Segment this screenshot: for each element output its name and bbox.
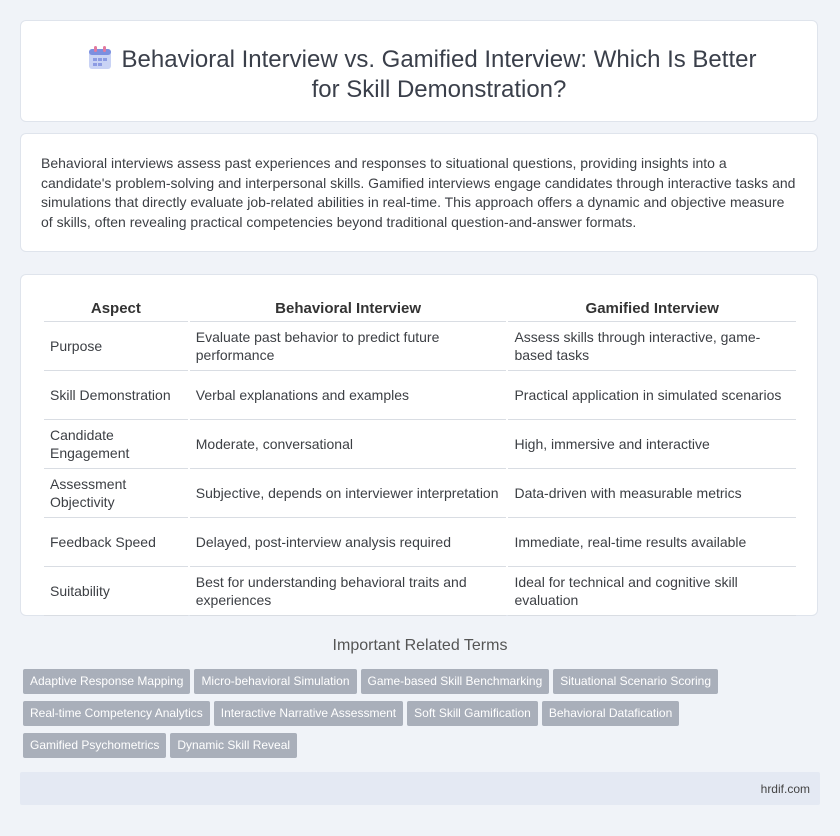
related-term-tag[interactable]: Situational Scenario Scoring [553, 669, 718, 694]
column-header-aspect: Aspect [44, 295, 188, 322]
table-cell-gamified: Ideal for technical and cognitive skill evaluation [508, 567, 796, 616]
table-row [44, 322, 796, 371]
table-cell-behavioral: Evaluate past behavior to predict future performance [190, 322, 507, 371]
column-header-behavioral: Behavioral Interview [190, 295, 507, 322]
related-term-tag[interactable]: Gamified Psychometrics [23, 733, 166, 758]
table-cell-behavioral: Verbal explanations and examples [190, 371, 507, 420]
table-cell-aspect: Feedback Speed [44, 518, 188, 567]
table-cell-aspect: Skill Demonstration [44, 371, 188, 420]
table-cell-behavioral: Moderate, conversational [190, 420, 507, 469]
table-cell-behavioral: Subjective, depends on interviewer interpretation [190, 469, 507, 518]
comparison-card [20, 274, 818, 616]
related-terms-heading: Important Related Terms [332, 637, 508, 654]
column-header-gamified: Gamified Interview [508, 295, 796, 322]
table-cell-aspect: Candidate Engagement [44, 420, 188, 469]
page-title: Behavioral Interview vs. Gamified Interview: Which Is Better for Skill Demonstration? [121, 46, 757, 103]
footer-site-link[interactable]: hrdif.com [760, 782, 810, 796]
table-cell-gamified: High, immersive and interactive [508, 420, 796, 469]
table-cell-behavioral: Best for understanding behavioral traits and experiences [190, 567, 507, 616]
related-term-tag[interactable]: Behavioral Datafication [542, 701, 679, 726]
table-row [44, 420, 796, 469]
intro-card [20, 133, 818, 252]
intro-paragraph: Behavioral interviews assess past experiences and responses to situational questions, providing insights into a candidate's problem-solving and interpersonal skills. Gamified interviews engage candidates through interactive tasks and simulations that directly evaluate job-related abilities in real-time. This approach offers a dynamic and objective measure of skills, often revealing practical competencies beyond traditional question-and-answer formats. [41, 155, 796, 230]
table-header-row [44, 295, 796, 322]
table-cell-gamified: Data-driven with measurable metrics [508, 469, 796, 518]
comparison-table [42, 295, 798, 616]
table-cell-aspect: Assessment Objectivity [44, 469, 188, 518]
table-cell-gamified: Immediate, real-time results available [508, 518, 796, 567]
related-term-tag[interactable]: Adaptive Response Mapping [23, 669, 190, 694]
table-cell-gamified: Practical application in simulated scenarios [508, 371, 796, 420]
related-term-tag[interactable]: Micro-behavioral Simulation [194, 669, 356, 694]
related-term-tag[interactable]: Real-time Competency Analytics [23, 701, 210, 726]
table-row [44, 469, 796, 518]
related-term-tag[interactable]: Dynamic Skill Reveal [170, 733, 297, 758]
table-row [44, 371, 796, 420]
table-cell-behavioral: Delayed, post-interview analysis required [190, 518, 507, 567]
related-term-tag[interactable]: Game-based Skill Benchmarking [361, 669, 550, 694]
table-cell-aspect: Purpose [44, 322, 188, 371]
table-cell-gamified: Assess skills through interactive, game-based tasks [508, 322, 796, 371]
table-row [44, 518, 796, 567]
footer-bar [20, 772, 820, 805]
table-row [44, 567, 796, 616]
table-cell-aspect: Suitability [44, 567, 188, 616]
related-term-tag[interactable]: Interactive Narrative Assessment [214, 701, 403, 726]
related-terms-list [23, 669, 813, 765]
related-term-tag[interactable]: Soft Skill Gamification [407, 701, 538, 726]
title-card [20, 20, 818, 122]
